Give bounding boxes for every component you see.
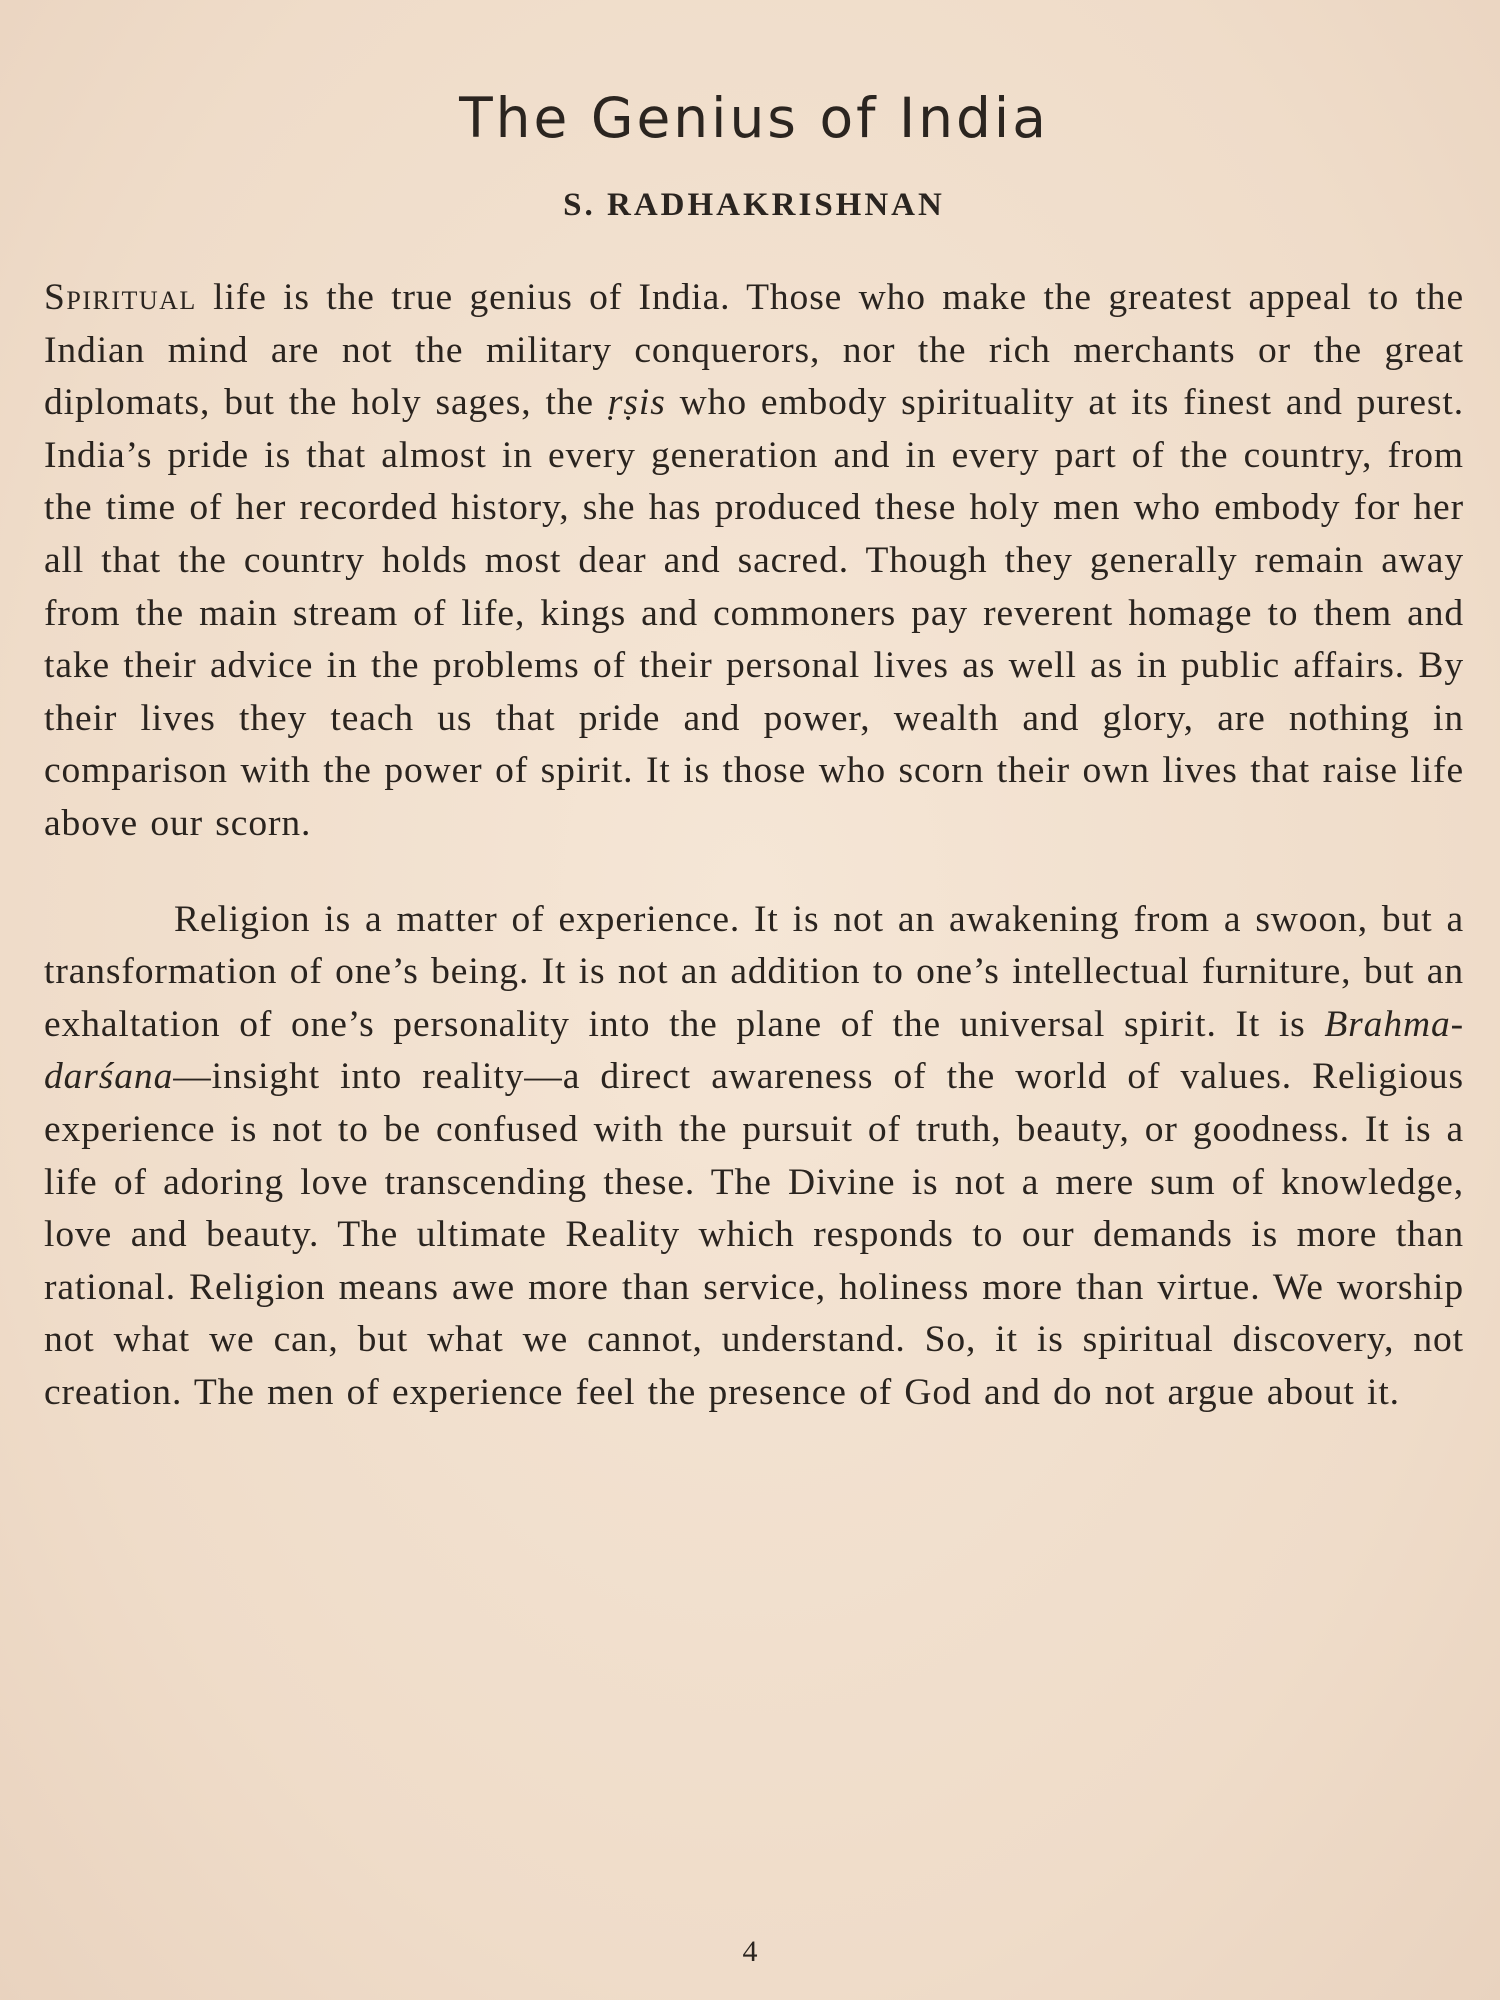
paragraph-1-italic-term: ṛṣis xyxy=(607,382,666,424)
paragraph-1-text-b: who embody spirituality at its finest and purest. India’s pride is that almost in every generation and in every part of the country, from the time of her recorded history, she has produced these holy men who embody for her all that the country holds most dear and sacred. Though they generally remain away from the main stream of life, kings and commoners pay reverent homage to them and take their advice in the problems of their personal lives as well as in public affairs. By their lives they teach us that pride and power, wealth and glory, are nothing in comparison with the power of spirit. It is those who scorn their own lives that raise life above our scorn. xyxy=(44,382,1464,844)
paragraph-1 xyxy=(44,272,1464,851)
paragraph-2-text-b: —insight into reality—a direct awareness of the world of values. Religious experience is not to be confused with the pursuit of truth, beauty, or goodness. It is a life of adoring love transcending these. The Divine is not a mere sum of knowledge, love and beauty. The ultimate Reality which responds to our demands is more than rational. Religion means awe more than service, holiness more than virtue. We worship not what we can, but what we cannot, understand. So, it is spiritual discovery, not creation. The men of experience feel the presence of God and do not argue about it. xyxy=(44,1056,1464,1413)
paragraph-1-lead-word: Spiritual xyxy=(44,277,197,318)
paragraph-2-text-a: Religion is a matter of experience. It is not an awakening from a swoon, but a transformation of one’s being. It is not an addition to one’s intellectual furniture, but an exhaltation of one’s personality into the plane of the universal spirit. It is xyxy=(44,898,1464,1045)
paragraph-2-italic-term: Brahma-darśana xyxy=(44,1003,1464,1098)
paragraph-1-text-a: life is the true genius of India. Those who make the greatest appeal to the Indian mind are not the military conquerors, nor the rich merchants or the great diplomats, but the holy sages, the xyxy=(44,277,1464,424)
author-name: S. RADHAKRISHNAN xyxy=(563,187,945,223)
paragraph-2 xyxy=(44,894,1464,1420)
body-text xyxy=(44,272,1464,1419)
chapter-title: The Genius of India xyxy=(459,86,1049,150)
page-number: 4 xyxy=(742,1935,758,1968)
